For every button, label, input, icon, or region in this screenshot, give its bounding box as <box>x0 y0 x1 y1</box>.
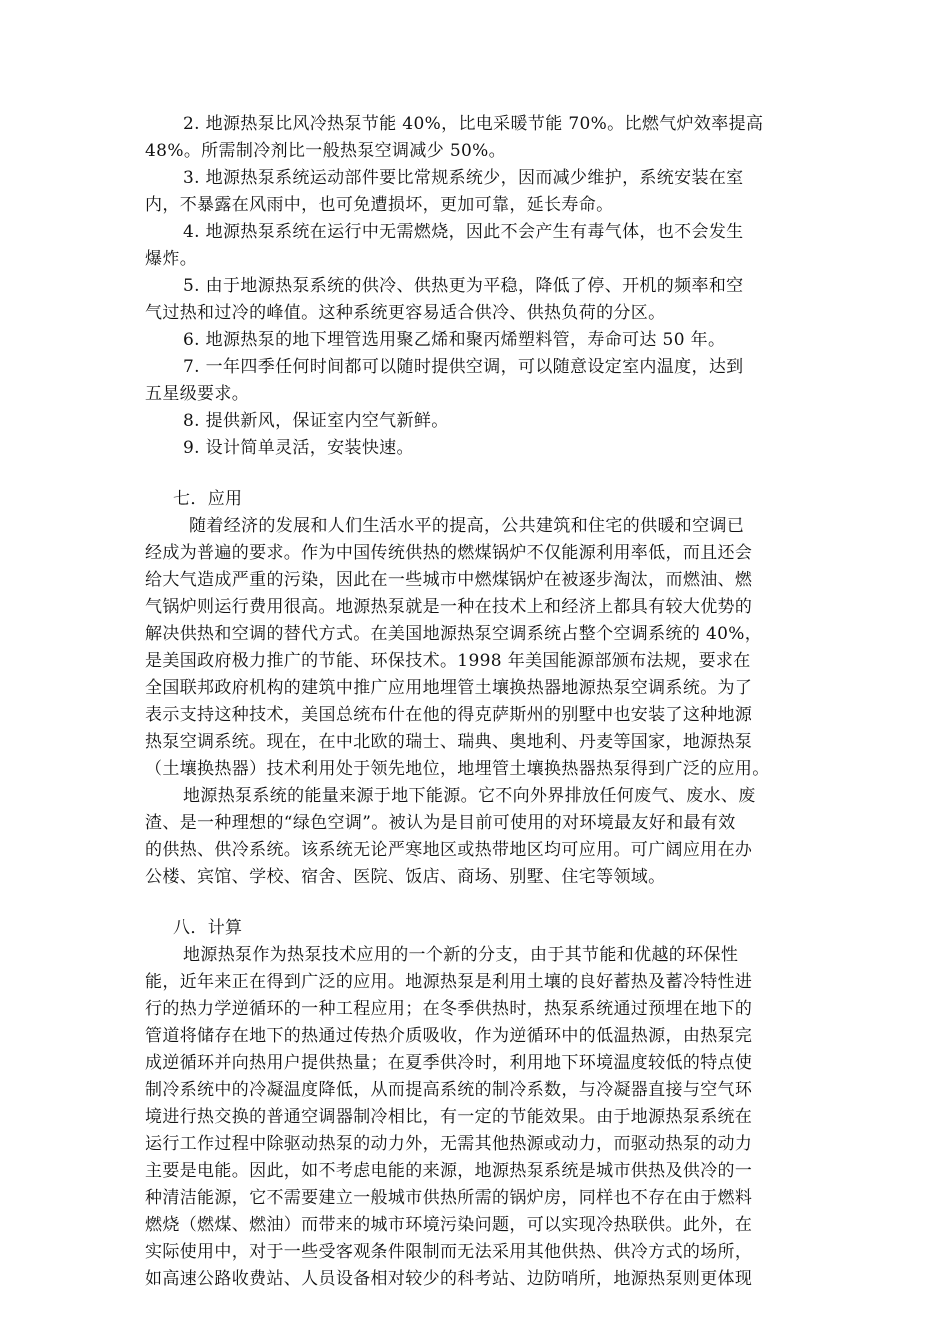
document-page <box>145 111 808 1293</box>
advantages-list <box>145 111 808 462</box>
text-line: 爆炸。 <box>145 249 198 269</box>
text-line: 运行工作过程中除驱动热泵的动力外，无需其他热源或动力，而驱动热泵的动力 <box>145 1134 753 1154</box>
list-item-5 <box>145 273 808 327</box>
text-line: 内，不暴露在风雨中，也可免遭损坏，更加可靠，延长寿命。 <box>145 195 614 215</box>
text-line: 地源热泵作为热泵技术应用的一个新的分支，由于其节能和优越的环保性 <box>183 945 739 965</box>
list-item-7 <box>145 354 808 408</box>
paragraph <box>145 513 808 783</box>
text-line: 4. 地源热泵系统在运行中无需燃烧，因此不会产生有毒气体，也不会发生 <box>183 222 744 242</box>
text-line: 解决供热和空调的替代方式。在美国地源热泵空调系统占整个空调系统的 40%， <box>145 624 763 644</box>
text-line: 是美国政府极力推广的节能、环保技术。1998 年美国能源部颁布法规，要求在 <box>145 651 751 671</box>
text-line: 48%。所需制冷剂比一般热泵空调减少 50%。 <box>145 141 507 161</box>
section-calculation <box>145 915 808 1293</box>
text-line: 行的热力学逆循环的一种工程应用；在冬季供热时，热泵系统通过预埋在地下的 <box>145 999 753 1019</box>
text-line: 热泵空调系统。现在，在中北欧的瑞士、瑞典、奥地利、丹麦等国家，地源热泵 <box>145 732 753 752</box>
text-line: 燃烧（燃煤、燃油）而带来的城市环境污染问题，可以实现冷热联供。此外，在 <box>145 1215 753 1235</box>
text-line: 全国联邦政府机构的建筑中推广应用地埋管土壤换热器地源热泵空调系统。为了 <box>145 678 753 698</box>
list-item-6 <box>145 327 808 354</box>
text-line: 主要是电能。因此，如不考虑电能的来源，地源热泵系统是城市供热及供冷的一 <box>145 1161 753 1181</box>
text-line: 公楼、宾馆、学校、宿舍、医院、饭店、商场、别墅、住宅等领域。 <box>145 867 666 887</box>
text-line: 气锅炉则运行费用很高。地源热泵就是一种在技术上和经济上都具有较大优势的 <box>145 597 753 617</box>
text-line: 7. 一年四季任何时间都可以随时提供空调，可以随意设定室内温度，达到 <box>183 357 744 377</box>
text-line: 表示支持这种技术，美国总统布什在他的得克萨斯州的别墅中也安装了这种地源 <box>145 705 753 725</box>
text-line: 8. 提供新风，保证室内空气新鲜。 <box>183 411 449 431</box>
text-line: 随着经济的发展和人们生活水平的提高，公共建筑和住宅的供暖和空调已 <box>189 516 745 536</box>
paragraph <box>145 783 808 891</box>
text-line: 给大气造成严重的污染，因此在一些城市中燃煤锅炉在被逐步淘汰，而燃油、燃 <box>145 570 753 590</box>
text-line: （土壤换热器）技术利用处于领先地位，地埋管土壤换热器热泵得到广泛的应用。 <box>145 759 770 779</box>
text-line: 9. 设计简单灵活，安装快速。 <box>183 438 414 458</box>
text-line: 气过热和过冷的峰值。这种系统更容易适合供冷、供热负荷的分区。 <box>145 303 666 323</box>
text-line: 如高速公路收费站、人员设备相对较少的科考站、边防哨所，地源热泵则更体现 <box>145 1269 753 1289</box>
text-line: 成逆循环并向热用户提供热量；在夏季供冷时，利用地下环境温度较低的特点使 <box>145 1053 753 1073</box>
text-line: 实际使用中，对于一些受客观条件限制而无法采用其他供热、供冷方式的场所， <box>145 1242 753 1262</box>
paragraph <box>145 942 808 1293</box>
text-line: 经成为普遍的要求。作为中国传统供热的燃煤锅炉不仅能源利用率低，而且还会 <box>145 543 753 563</box>
text-line: 五星级要求。 <box>145 384 250 404</box>
list-item-3 <box>145 165 808 219</box>
list-item-2 <box>145 111 808 165</box>
list-item-8 <box>145 408 808 435</box>
text-line: 6. 地源热泵的地下埋管选用聚乙烯和聚丙烯塑料管，寿命可达 50 年。 <box>183 330 726 350</box>
list-item-4 <box>145 219 808 273</box>
text-line: 5. 由于地源热泵系统的供冷、供热更为平稳，降低了停、开机的频率和空 <box>183 276 744 296</box>
text-line: 管道将储存在地下的热通过传热介质吸收，作为逆循环中的低温热源，由热泵完 <box>145 1026 753 1046</box>
text-line: 能，近年来正在得到广泛的应用。地源热泵是利用土壤的良好蓄热及蓄冷特性进 <box>145 972 753 992</box>
text-line: 制冷系统中的冷凝温度降低，从而提高系统的制冷系数，与冷凝器直接与空气环 <box>145 1080 753 1100</box>
section-heading: 八．计算 <box>173 918 243 938</box>
list-item-9 <box>145 435 808 462</box>
section-application <box>145 486 808 891</box>
text-line: 2. 地源热泵比风冷热泵节能 40%，比电采暖节能 70%。比燃气炉效率提高 <box>183 114 764 134</box>
text-line: 的供热、供冷系统。该系统无论严寒地区或热带地区均可应用。可广阔应用在办 <box>145 840 753 860</box>
text-line: 3. 地源热泵系统运动部件要比常规系统少，因而减少维护，系统安装在室 <box>183 168 744 188</box>
text-line: 境进行热交换的普通空调器制冷相比，有一定的节能效果。由于地源热泵系统在 <box>145 1107 753 1127</box>
text-line: 种清洁能源，它不需要建立一般城市供热所需的锅炉房，同样也不存在由于燃料 <box>145 1188 753 1208</box>
text-line: 地源热泵系统的能量来源于地下能源。它不向外界排放任何废气、废水、废 <box>183 786 756 806</box>
section-heading: 七．应用 <box>173 489 243 509</box>
text-line: 渣、是一种理想的“绿色空调”。被认为是目前可使用的对环境最友好和最有效 <box>145 813 736 833</box>
